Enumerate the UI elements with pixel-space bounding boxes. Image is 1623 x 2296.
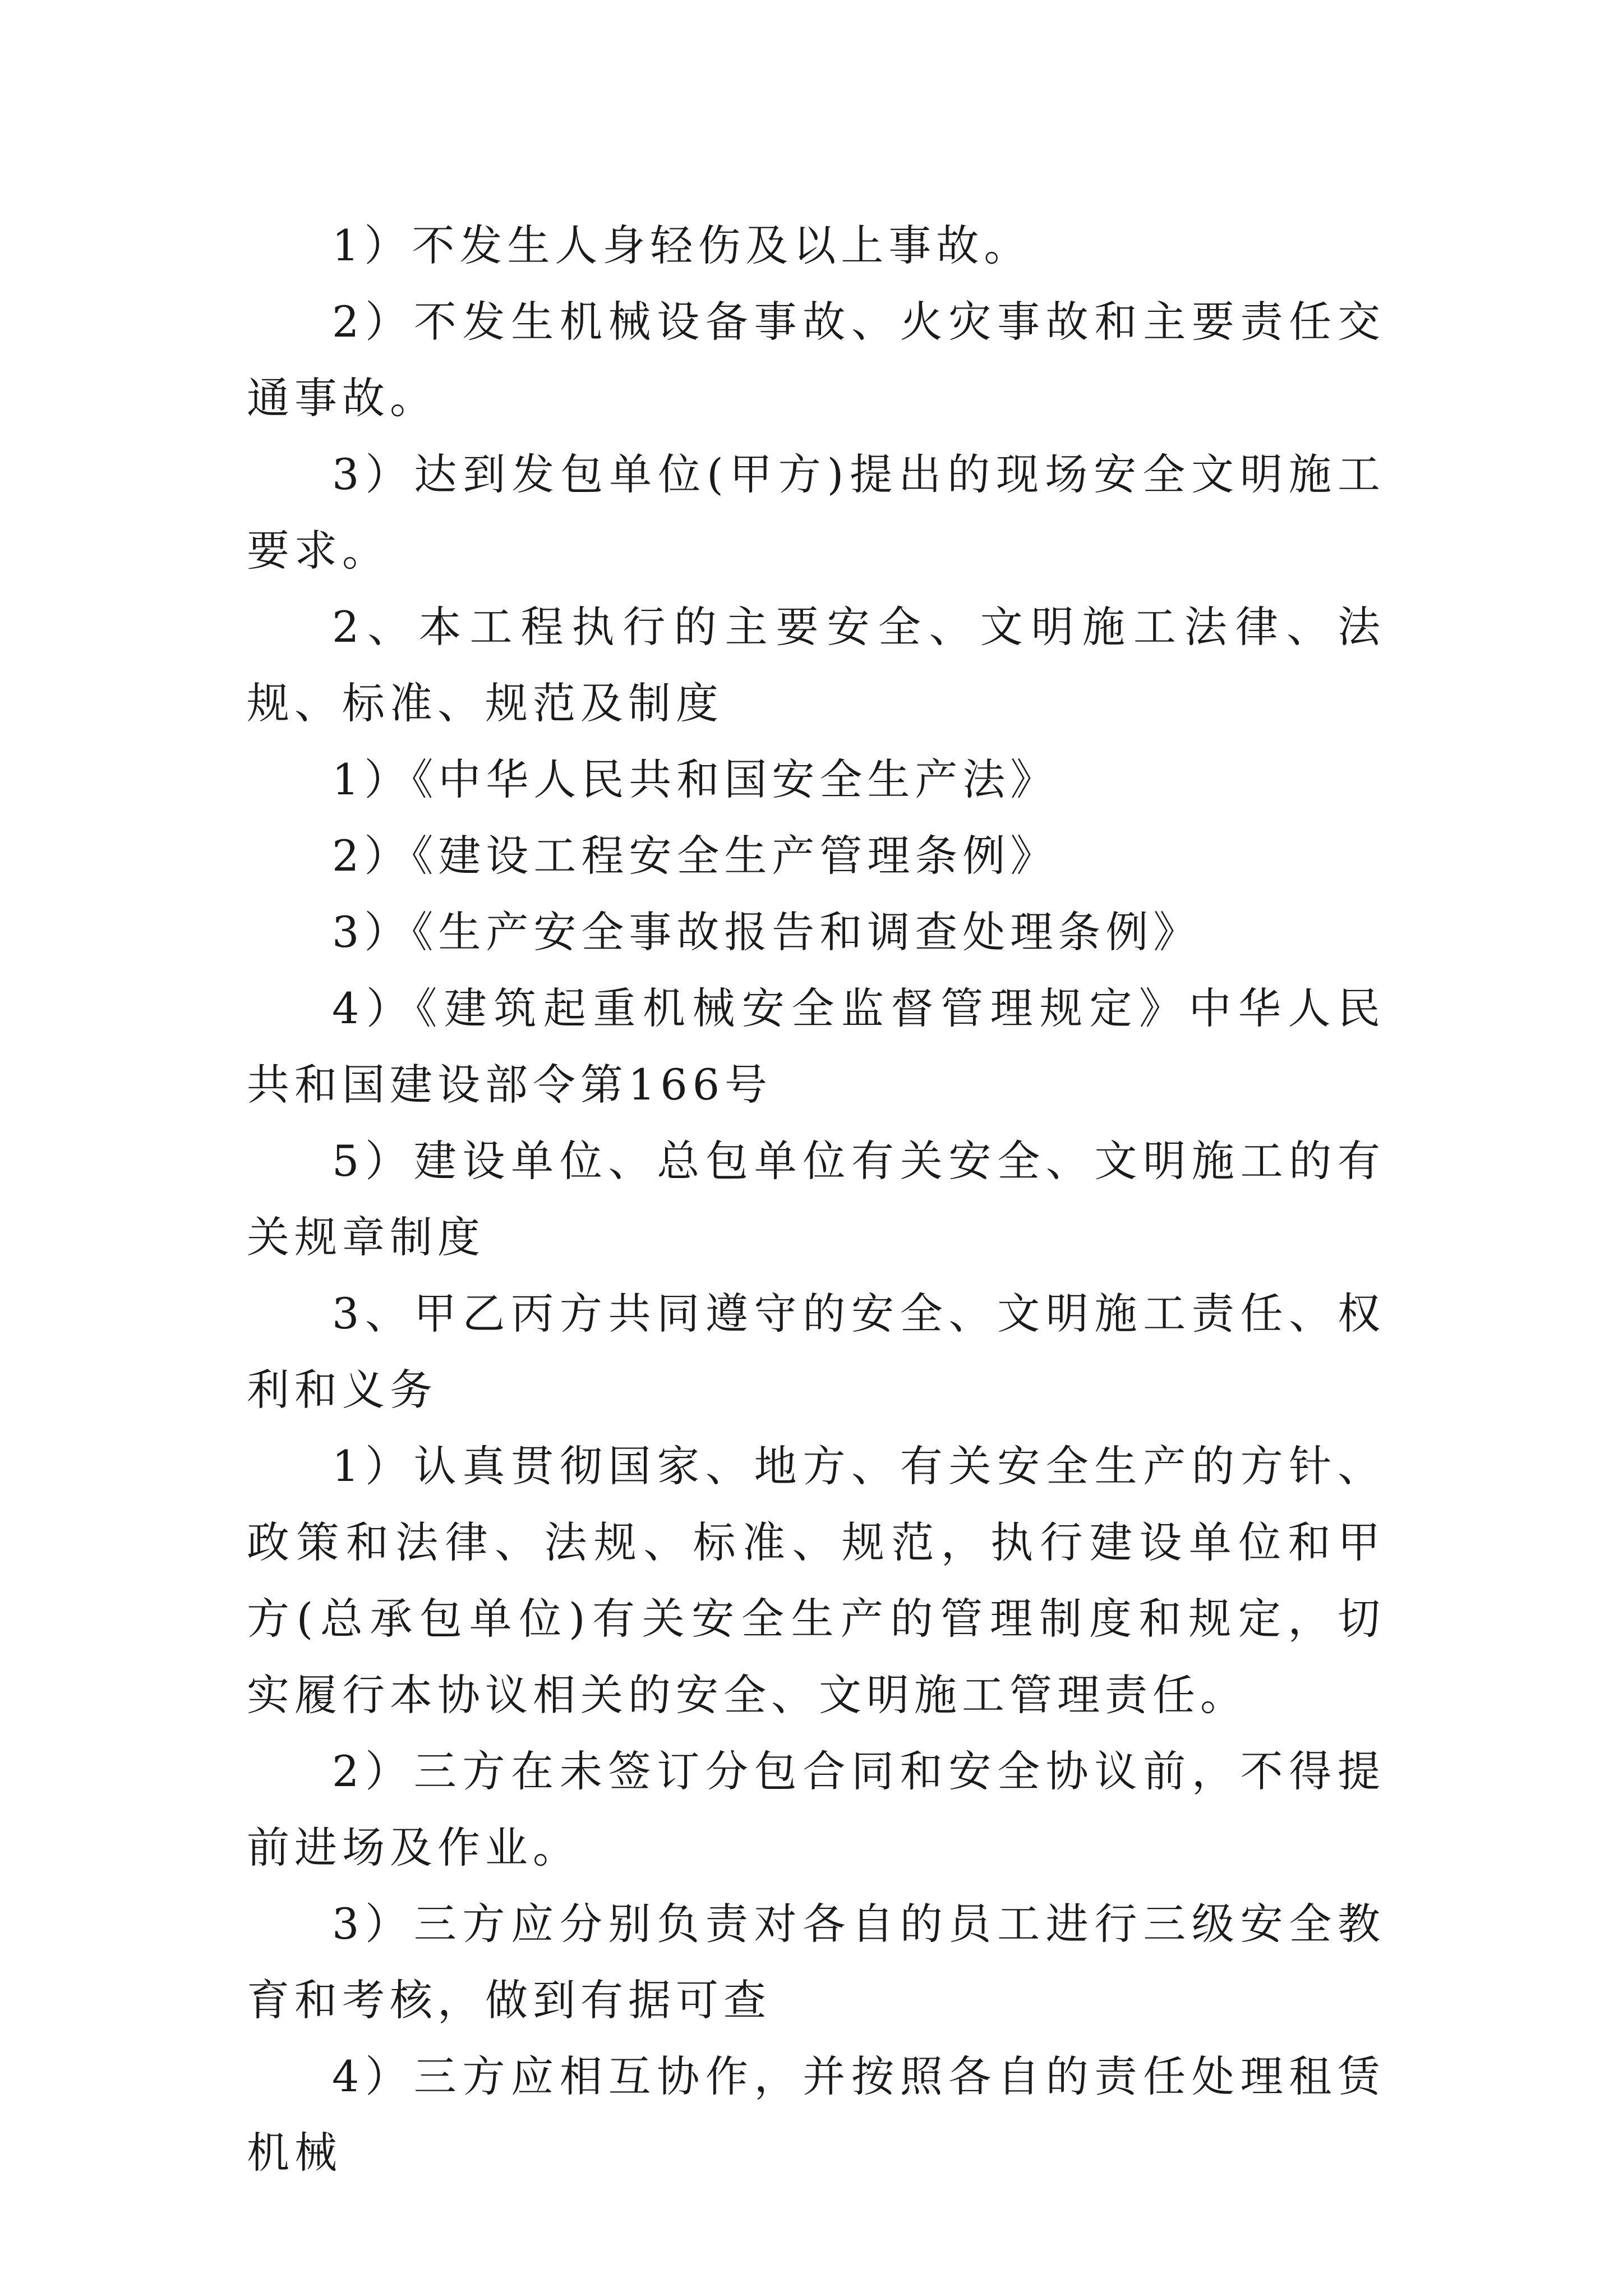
paragraph: 5）建设单位、总包单位有关安全、文明施工的有关规章制度 xyxy=(247,1136,1385,1262)
paragraph: 2）三方在未签订分包合同和安全协议前，不得提前进场及作业。 xyxy=(247,1746,1385,1872)
paragraph: 3）三方应分别负责对各自的员工进行三级安全教育和考核，做到有据可查 xyxy=(247,1899,1385,2025)
paragraph: 2）《建设工程安全生产管理条例》 xyxy=(332,831,1058,881)
paragraph: 1）《中华人民共和国安全生产法》 xyxy=(332,754,1058,804)
paragraph: 4）《建筑起重机械安全监督管理规定》中华人民共和国建设部令第166号 xyxy=(247,983,1385,1110)
section-heading: 2、本工程执行的主要安全、文明施工法律、法规、标准、规范及制度 xyxy=(247,602,1385,728)
paragraph: 3）达到发包单位(甲方)提出的现场安全文明施工要求。 xyxy=(247,449,1385,576)
paragraph: 4）三方应相互协作，并按照各自的责任处理租赁机械 xyxy=(247,2051,1385,2178)
section-heading: 3、甲乙丙方共同遵守的安全、文明施工责任、权利和义务 xyxy=(247,1289,1385,1415)
paragraph: 1）不发生人身轻伤及以上事故。 xyxy=(332,220,1032,270)
document-body xyxy=(247,208,1385,2191)
paragraph: 2）不发生机械设备事故、火灾事故和主要责任交通事故。 xyxy=(247,297,1385,423)
paragraph: 3）《生产安全事故报告和调查处理条例》 xyxy=(332,907,1201,957)
paragraph: 1）认真贯彻国家、地方、有关安全生产的方针、政策和法律、法规、标准、规范，执行建设单位和甲方(总承包单位)有关安全生产的管理制度和规定，切实履行本协议相关的安全、文明施工管理责任。 xyxy=(247,1441,1385,1720)
